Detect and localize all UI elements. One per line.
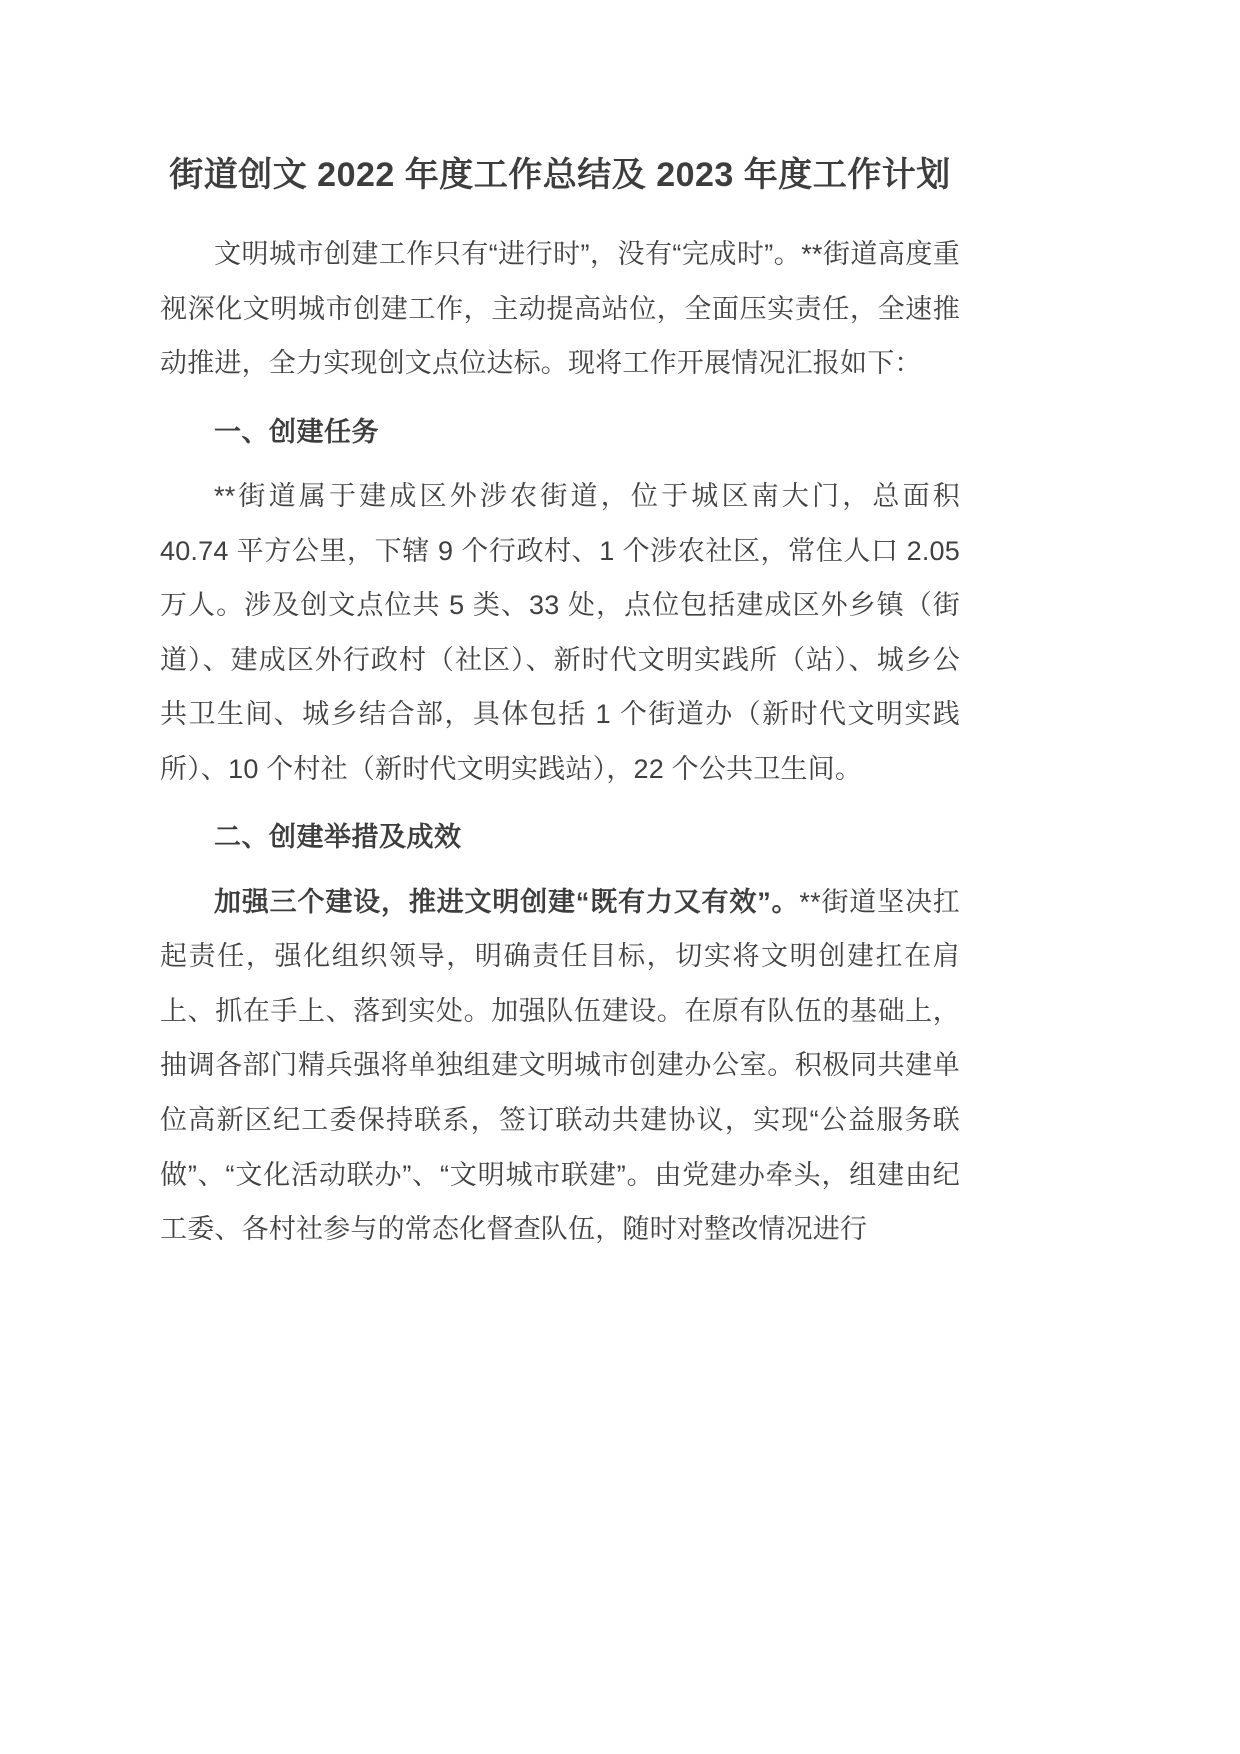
section-heading-2: 二、创建举措及成效 xyxy=(214,822,462,853)
page-title: 街道创文 2022 年度工作总结及 2023 年度工作计划 xyxy=(169,156,951,194)
subsection-lead-in: 加强三个建设，推进文明创建“既有力又有效”。 xyxy=(214,886,800,917)
subsection-body: **街道坚决扛起责任，强化组织领导，明确责任目标，切实将文明创建扛在肩上、抓在手上、落到实处。加强队伍建设。在原有队伍的基础上，抽调各部门精兵强将单独组建文明城市创建办公室。积极同共建单位高新区纪工委保持联系，签订联动共建协议，实现“公益服务联做”、“文化活动联办”、“文明城市联建”。由党建办牵头，组建由纪工委、各村社参与的常态化督查队伍，随时对整改情况进行 xyxy=(160,886,961,1245)
document-body xyxy=(160,150,960,1263)
section-1-paragraph-1: **街道属于建成区外涉农街道，位于城区南大门，总面积 40.74 平方公里，下辖 9 个行政村、1 个涉农社区，常住人口 2.05 万人。涉及创文点位共 5 类、33 处，点位包括建成区外乡镇（街道）、建成区外行政村（社区）、新时代文明实践所（站）、城乡公共卫生间、城乡结合部，具体包括 1 个街道办（新时代文明实践所）、10 个村社（新时代文明实践站），22 个公共卫生间。 xyxy=(160,481,960,784)
section-heading-1: 一、创建任务 xyxy=(214,416,379,447)
section-2-subsection-1 xyxy=(160,875,960,1257)
intro-paragraph: 文明城市创建工作只有“进行时”，没有“完成时”。**街道高度重视深化文明城市创建工作，主动提高站位，全面压实责任，全速推动推进，全力实现创文点位达标。现将工作开展情况汇报如下： xyxy=(160,239,960,379)
